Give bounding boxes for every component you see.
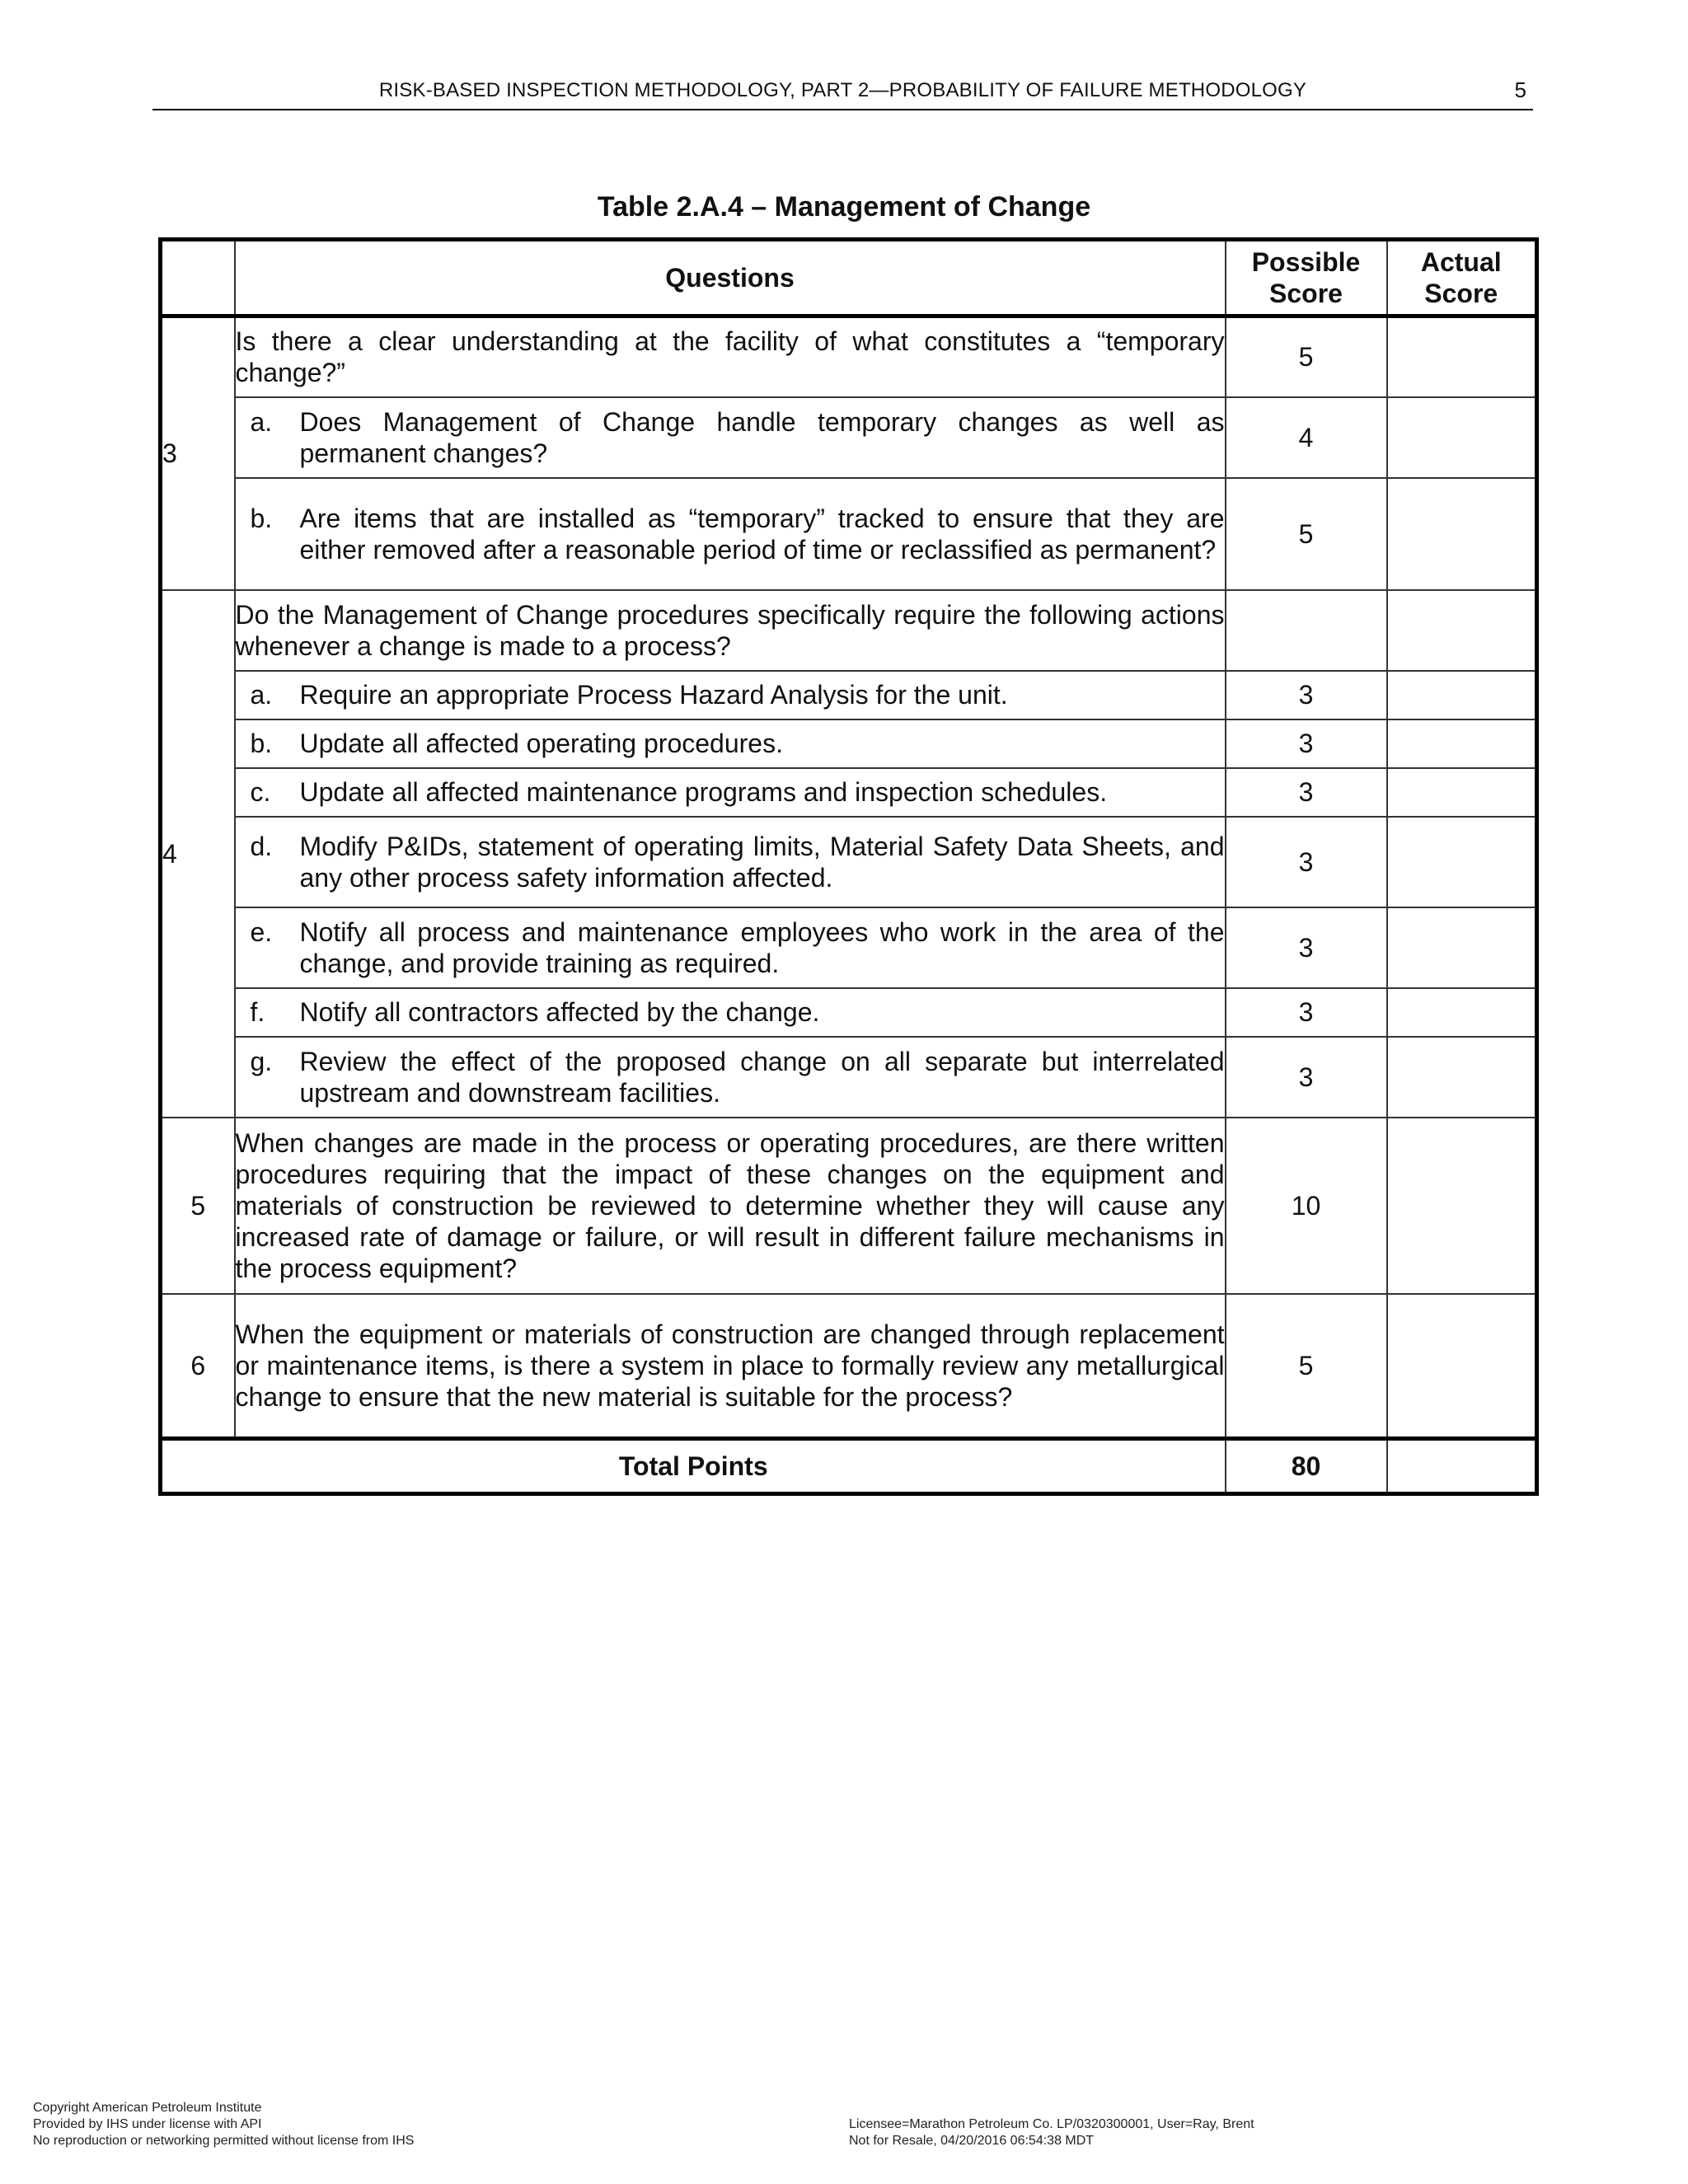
sub-question [235, 817, 1226, 907]
possible-score: 3 [1226, 817, 1387, 907]
sub-question [235, 719, 1226, 768]
question-number: 4 [161, 590, 235, 1118]
actual-score [1387, 719, 1537, 768]
sub-question-letter: a. [250, 680, 273, 710]
table-header-row [161, 240, 1537, 316]
sub-question-letter: b. [250, 503, 273, 533]
table-row [161, 768, 1537, 817]
footer-line: Licensee=Marathon Petroleum Co. LP/0320300001, User=Ray, Brent [849, 2117, 1254, 2131]
total-row [161, 1439, 1537, 1494]
question-number: 5 [161, 1118, 235, 1294]
question-number: 3 [161, 316, 235, 590]
table-row [161, 1037, 1537, 1118]
actual-score [1387, 590, 1537, 671]
sub-question-letter: f. [250, 997, 265, 1027]
actual-score-column-header: Actual Score [1387, 240, 1537, 316]
actual-score [1387, 988, 1537, 1037]
actual-score [1387, 478, 1537, 590]
table-row [161, 1118, 1537, 1294]
questions-column-header: Questions [235, 240, 1226, 316]
sub-question-text: Notify all contractors affected by the change. [299, 997, 820, 1027]
sub-question-letter: g. [250, 1046, 273, 1076]
sub-question-text: Does Management of Change handle temporary changes as well as permanent changes? [299, 406, 1225, 468]
question-text: When changes are made in the process or operating procedures, are there written procedures requiring that the impact of these changes on the equipment and materials of construction be reviewed to determine whether they will cause any increased rate of damage or failure, or will result in different failure mechanisms in the process equipment? [235, 1118, 1226, 1294]
table-caption: Table 2.A.4 – Management of Change [597, 191, 1091, 223]
possible-score-column-header: Possible Score [1226, 240, 1387, 316]
table-row [161, 478, 1537, 590]
table-row [161, 397, 1537, 478]
footer-copyright [33, 2100, 414, 2149]
actual-score [1387, 1294, 1537, 1439]
table-row [161, 671, 1537, 719]
sub-question [235, 671, 1226, 719]
possible-score: 5 [1226, 478, 1387, 590]
sub-question [235, 907, 1226, 988]
question-text: Do the Management of Change procedures specifically require the following actions whenever a change is made to a process? [235, 590, 1226, 671]
sub-question-letter: e. [250, 916, 273, 947]
total-actual-score [1387, 1439, 1537, 1494]
sub-question-text: Modify P&IDs, statement of operating limits, Material Safety Data Sheets, and any other process safety information affected. [299, 831, 1225, 893]
footer-line: Provided by IHS under license with API [33, 2117, 262, 2131]
possible-score: 3 [1226, 907, 1387, 988]
sub-question-letter: c. [250, 777, 271, 807]
running-title: RISK-BASED INSPECTION METHODOLOGY, PART 2—PROBABILITY OF FAILURE METHODOLOGY [378, 79, 1307, 101]
possible-score: 5 [1226, 316, 1387, 397]
sub-question-text: Are items that are installed as “temporary” tracked to ensure that they are either removed after a reasonable period of time or reclassified as permanent? [299, 503, 1225, 565]
sub-question-letter: a. [250, 406, 273, 437]
total-possible-score: 80 [1226, 1439, 1387, 1494]
sub-question-letter: b. [250, 729, 273, 758]
total-label: Total Points [161, 1439, 1226, 1494]
sub-question-text: Update all affected maintenance programs and inspection schedules. [299, 777, 1108, 807]
table-row [161, 719, 1537, 768]
table-row [161, 817, 1537, 907]
possible-score: 3 [1226, 768, 1387, 817]
number-column-header [161, 240, 235, 316]
possible-score: 4 [1226, 397, 1387, 478]
possible-score [1226, 590, 1387, 671]
actual-score [1387, 1118, 1537, 1294]
sub-question [235, 1037, 1226, 1118]
actual-score [1387, 817, 1537, 907]
actual-score [1387, 316, 1537, 397]
sub-question-text: Notify all process and maintenance employees who work in the area of the change, and provide training as required. [299, 916, 1225, 978]
table-row [161, 907, 1537, 988]
sub-question-letter: d. [250, 831, 273, 861]
footer-line: Not for Resale, 04/20/2016 06:54:38 MDT [849, 2134, 1095, 2148]
footer-license [849, 2116, 1254, 2149]
table-row [161, 988, 1537, 1037]
question-text: Is there a clear understanding at the facility of what constitutes a “temporary change?” [235, 316, 1226, 397]
footer-line: No reproduction or networking permitted without license from IHS [33, 2134, 415, 2148]
possible-score: 5 [1226, 1294, 1387, 1439]
actual-score [1387, 1037, 1537, 1118]
table-row [161, 316, 1537, 397]
sub-question-text: Review the effect of the proposed change on all separate but interrelated upstream and downstream facilities. [299, 1046, 1225, 1108]
sub-question [235, 478, 1226, 590]
sub-question-text: Update all affected operating procedures. [299, 729, 783, 758]
possible-score: 3 [1226, 719, 1387, 768]
possible-score: 3 [1226, 1037, 1387, 1118]
actual-score [1387, 768, 1537, 817]
sub-question [235, 988, 1226, 1037]
possible-score: 3 [1226, 671, 1387, 719]
sub-question-text: Require an appropriate Process Hazard Analysis for the unit. [299, 680, 1008, 710]
page-number: 5 [1514, 77, 1526, 102]
actual-score [1387, 907, 1537, 988]
possible-score: 3 [1226, 988, 1387, 1037]
question-number: 6 [161, 1294, 235, 1439]
running-header [152, 76, 1533, 110]
actual-score [1387, 397, 1537, 478]
sub-question [235, 397, 1226, 478]
management-of-change-table [158, 237, 1539, 1496]
sub-question [235, 768, 1226, 817]
possible-score: 10 [1226, 1118, 1387, 1294]
footer-line: Copyright American Petroleum Institute [33, 2101, 262, 2115]
actual-score [1387, 671, 1537, 719]
table-row [161, 1294, 1537, 1439]
table-row [161, 590, 1537, 671]
question-text: When the equipment or materials of construction are changed through replacement or maintenance items, is there a system in place to formally review any metallurgical change to ensure that the new material is suitable for the process? [235, 1294, 1226, 1439]
